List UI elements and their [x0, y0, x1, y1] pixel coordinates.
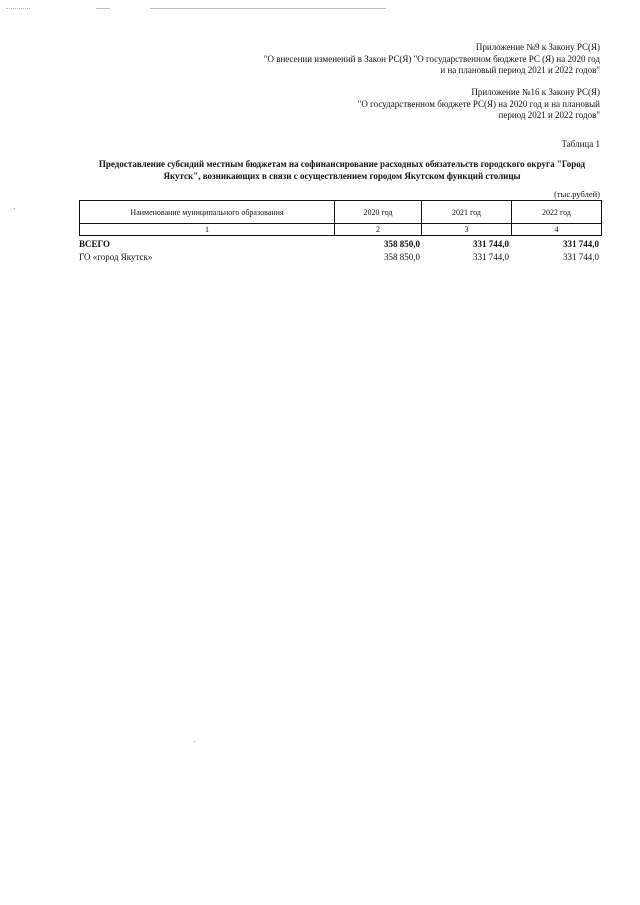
row-value-2020: 358 850,0	[384, 239, 420, 249]
table-header-row	[80, 201, 602, 224]
row-value-2020: 358 850,0	[384, 252, 420, 262]
annex-9-line-2: "О внесении изменений в Закон РС(Я) "О государственном бюджете РС (Я) на 2020 год	[263, 53, 600, 64]
scan-artifact-dot	[194, 741, 195, 742]
column-header-2022: 2022 год	[512, 201, 602, 224]
row-name: ГО «город Якутск»	[79, 252, 153, 262]
row-value-2021: 331 744,0	[473, 239, 509, 249]
column-number: 2	[335, 224, 422, 236]
annex-9-line-3: и на плановый период 2021 и 2022 годов"	[440, 65, 600, 75]
column-number: 1	[80, 224, 335, 236]
document-title	[78, 158, 606, 182]
scan-artifact-line	[6, 8, 30, 9]
column-header-2020: 2020 год	[335, 201, 422, 224]
unit-label: (тыс.рублей)	[554, 189, 600, 199]
row-value-2022: 331 744,0	[563, 252, 599, 262]
annex-9-reference	[264, 42, 600, 77]
column-number-row	[80, 224, 602, 236]
annex-16-line-1: Приложение №16 к Закону РС(Я)	[471, 87, 600, 97]
subsidy-table	[79, 200, 602, 236]
column-number: 4	[512, 224, 602, 236]
title-line-2: Якутск", возникающих в связи с осуществлением городом Якутском функций столицы	[163, 171, 521, 181]
row-value-2022: 331 744,0	[563, 239, 599, 249]
annex-16-line-2: "О государственном бюджете РС(Я) на 2020 год и на плановый	[357, 98, 600, 109]
column-header-name: Наименование муниципального образования	[80, 201, 335, 224]
column-header-2021: 2021 год	[422, 201, 512, 224]
column-number: 3	[422, 224, 512, 236]
table-row	[79, 251, 601, 263]
scan-artifact-line	[150, 8, 386, 9]
row-value-2021: 331 744,0	[473, 252, 509, 262]
table-number: Таблица 1	[561, 139, 600, 149]
scan-artifact-line	[96, 8, 110, 9]
annex-16-line-3: период 2021 и 2022 годов"	[498, 110, 600, 120]
row-name: ВСЕГО	[79, 239, 111, 249]
table-row-total	[79, 238, 601, 250]
annex-9-line-1: Приложение №9 к Закону РС(Я)	[475, 42, 600, 52]
annex-16-reference	[358, 87, 600, 122]
title-line-1: Предоставление субсидий местным бюджетам на софинансирование расходных обязательств городского округа "Город	[98, 159, 586, 169]
scan-artifact-dot	[14, 208, 15, 209]
